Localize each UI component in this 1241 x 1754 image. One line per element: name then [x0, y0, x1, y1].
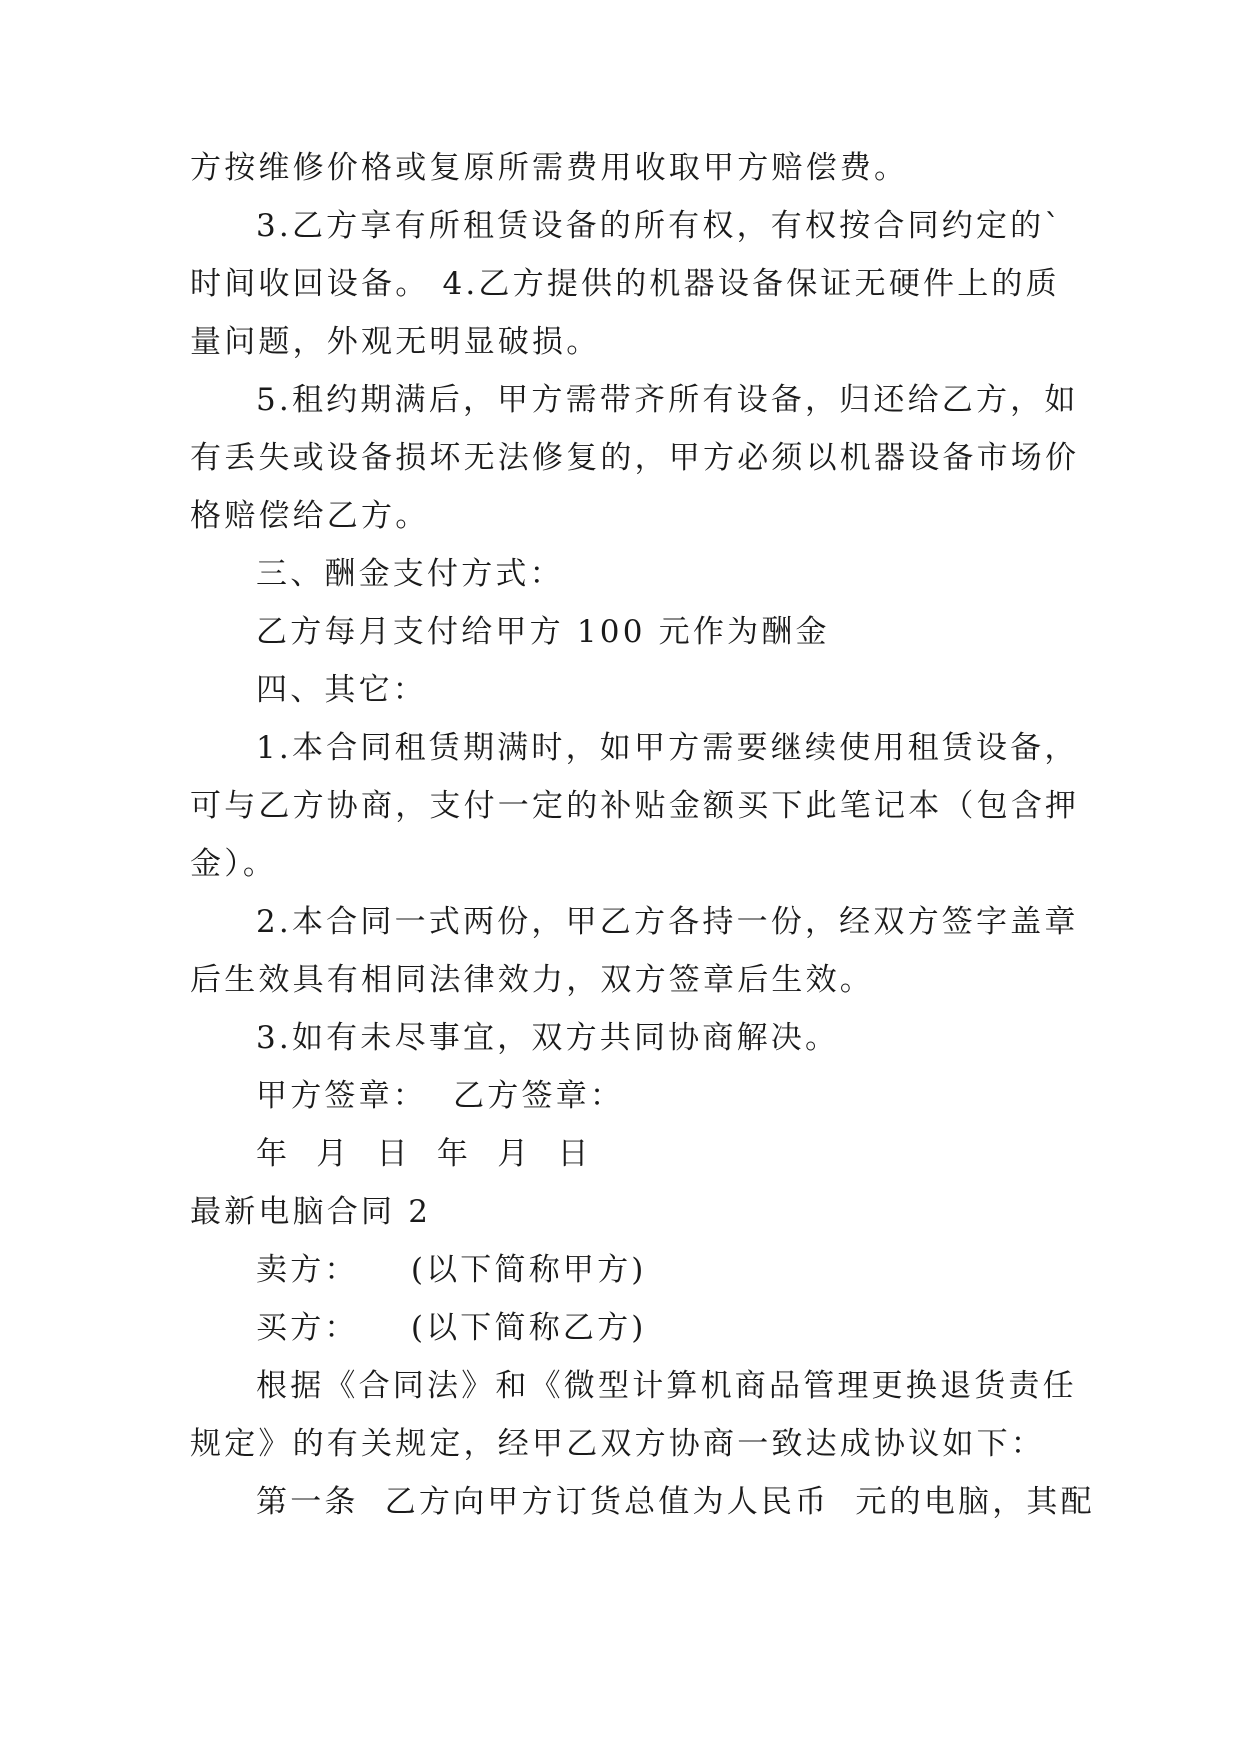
text-line: 3.乙方享有所租赁设备的所有权，有权按合同约定的`	[256, 208, 1064, 244]
text-line: 时间收回设备。 4.乙方提供的机器设备保证无硬件上的质	[190, 266, 1060, 302]
text-line: 格赔偿给乙方。	[190, 498, 430, 534]
text-line: 5.租约期满后，甲方需带齐所有设备，归还给乙方，如	[256, 382, 1079, 418]
signature-line: 甲方签章： 乙方签章：	[256, 1078, 625, 1114]
text-line: 乙方每月支付给甲方 100 元作为酬金	[256, 614, 830, 650]
text-line: 根据《合同法》和《微型计算机商品管理更换退货责任	[256, 1368, 1077, 1404]
text-line: 方按维修价格或复原所需费用收取甲方赔偿费。	[190, 150, 909, 186]
article-line: 第一条 乙方向甲方订货总值为人民币 元的电脑，其配	[256, 1484, 1095, 1520]
text-line: 规定》的有关规定，经甲乙双方协商一致达成协议如下：	[190, 1426, 1045, 1462]
contract-title: 最新电脑合同 2	[190, 1194, 432, 1230]
text-line: 量问题，外观无明显破损。	[190, 324, 601, 360]
date-line: 年 月 日 年 月 日	[256, 1136, 592, 1172]
text-line: 后生效具有相同法律效力，双方签章后生效。	[190, 962, 874, 998]
text-line: 可与乙方协商，支付一定的补贴金额买下此笔记本（包含押	[190, 788, 1080, 824]
text-line: 2.本合同一式两份，甲乙方各持一份，经双方签字盖章	[256, 904, 1079, 940]
seller-line: 卖方： (以下简称甲方)	[256, 1252, 647, 1288]
text-line: 1.本合同租赁期满时，如甲方需要继续使用租赁设备，	[256, 730, 1079, 766]
text-line: 3.如有未尽事宜，双方共同协商解决。	[256, 1020, 840, 1056]
section-heading: 四、其它：	[256, 672, 427, 708]
text-line: 有丢失或设备损坏无法修复的，甲方必须以机器设备市场价	[190, 440, 1080, 476]
section-heading: 三、酬金支付方式：	[256, 556, 564, 592]
buyer-line: 买方： (以下简称乙方)	[256, 1310, 647, 1346]
text-line: 金）。	[190, 846, 278, 882]
